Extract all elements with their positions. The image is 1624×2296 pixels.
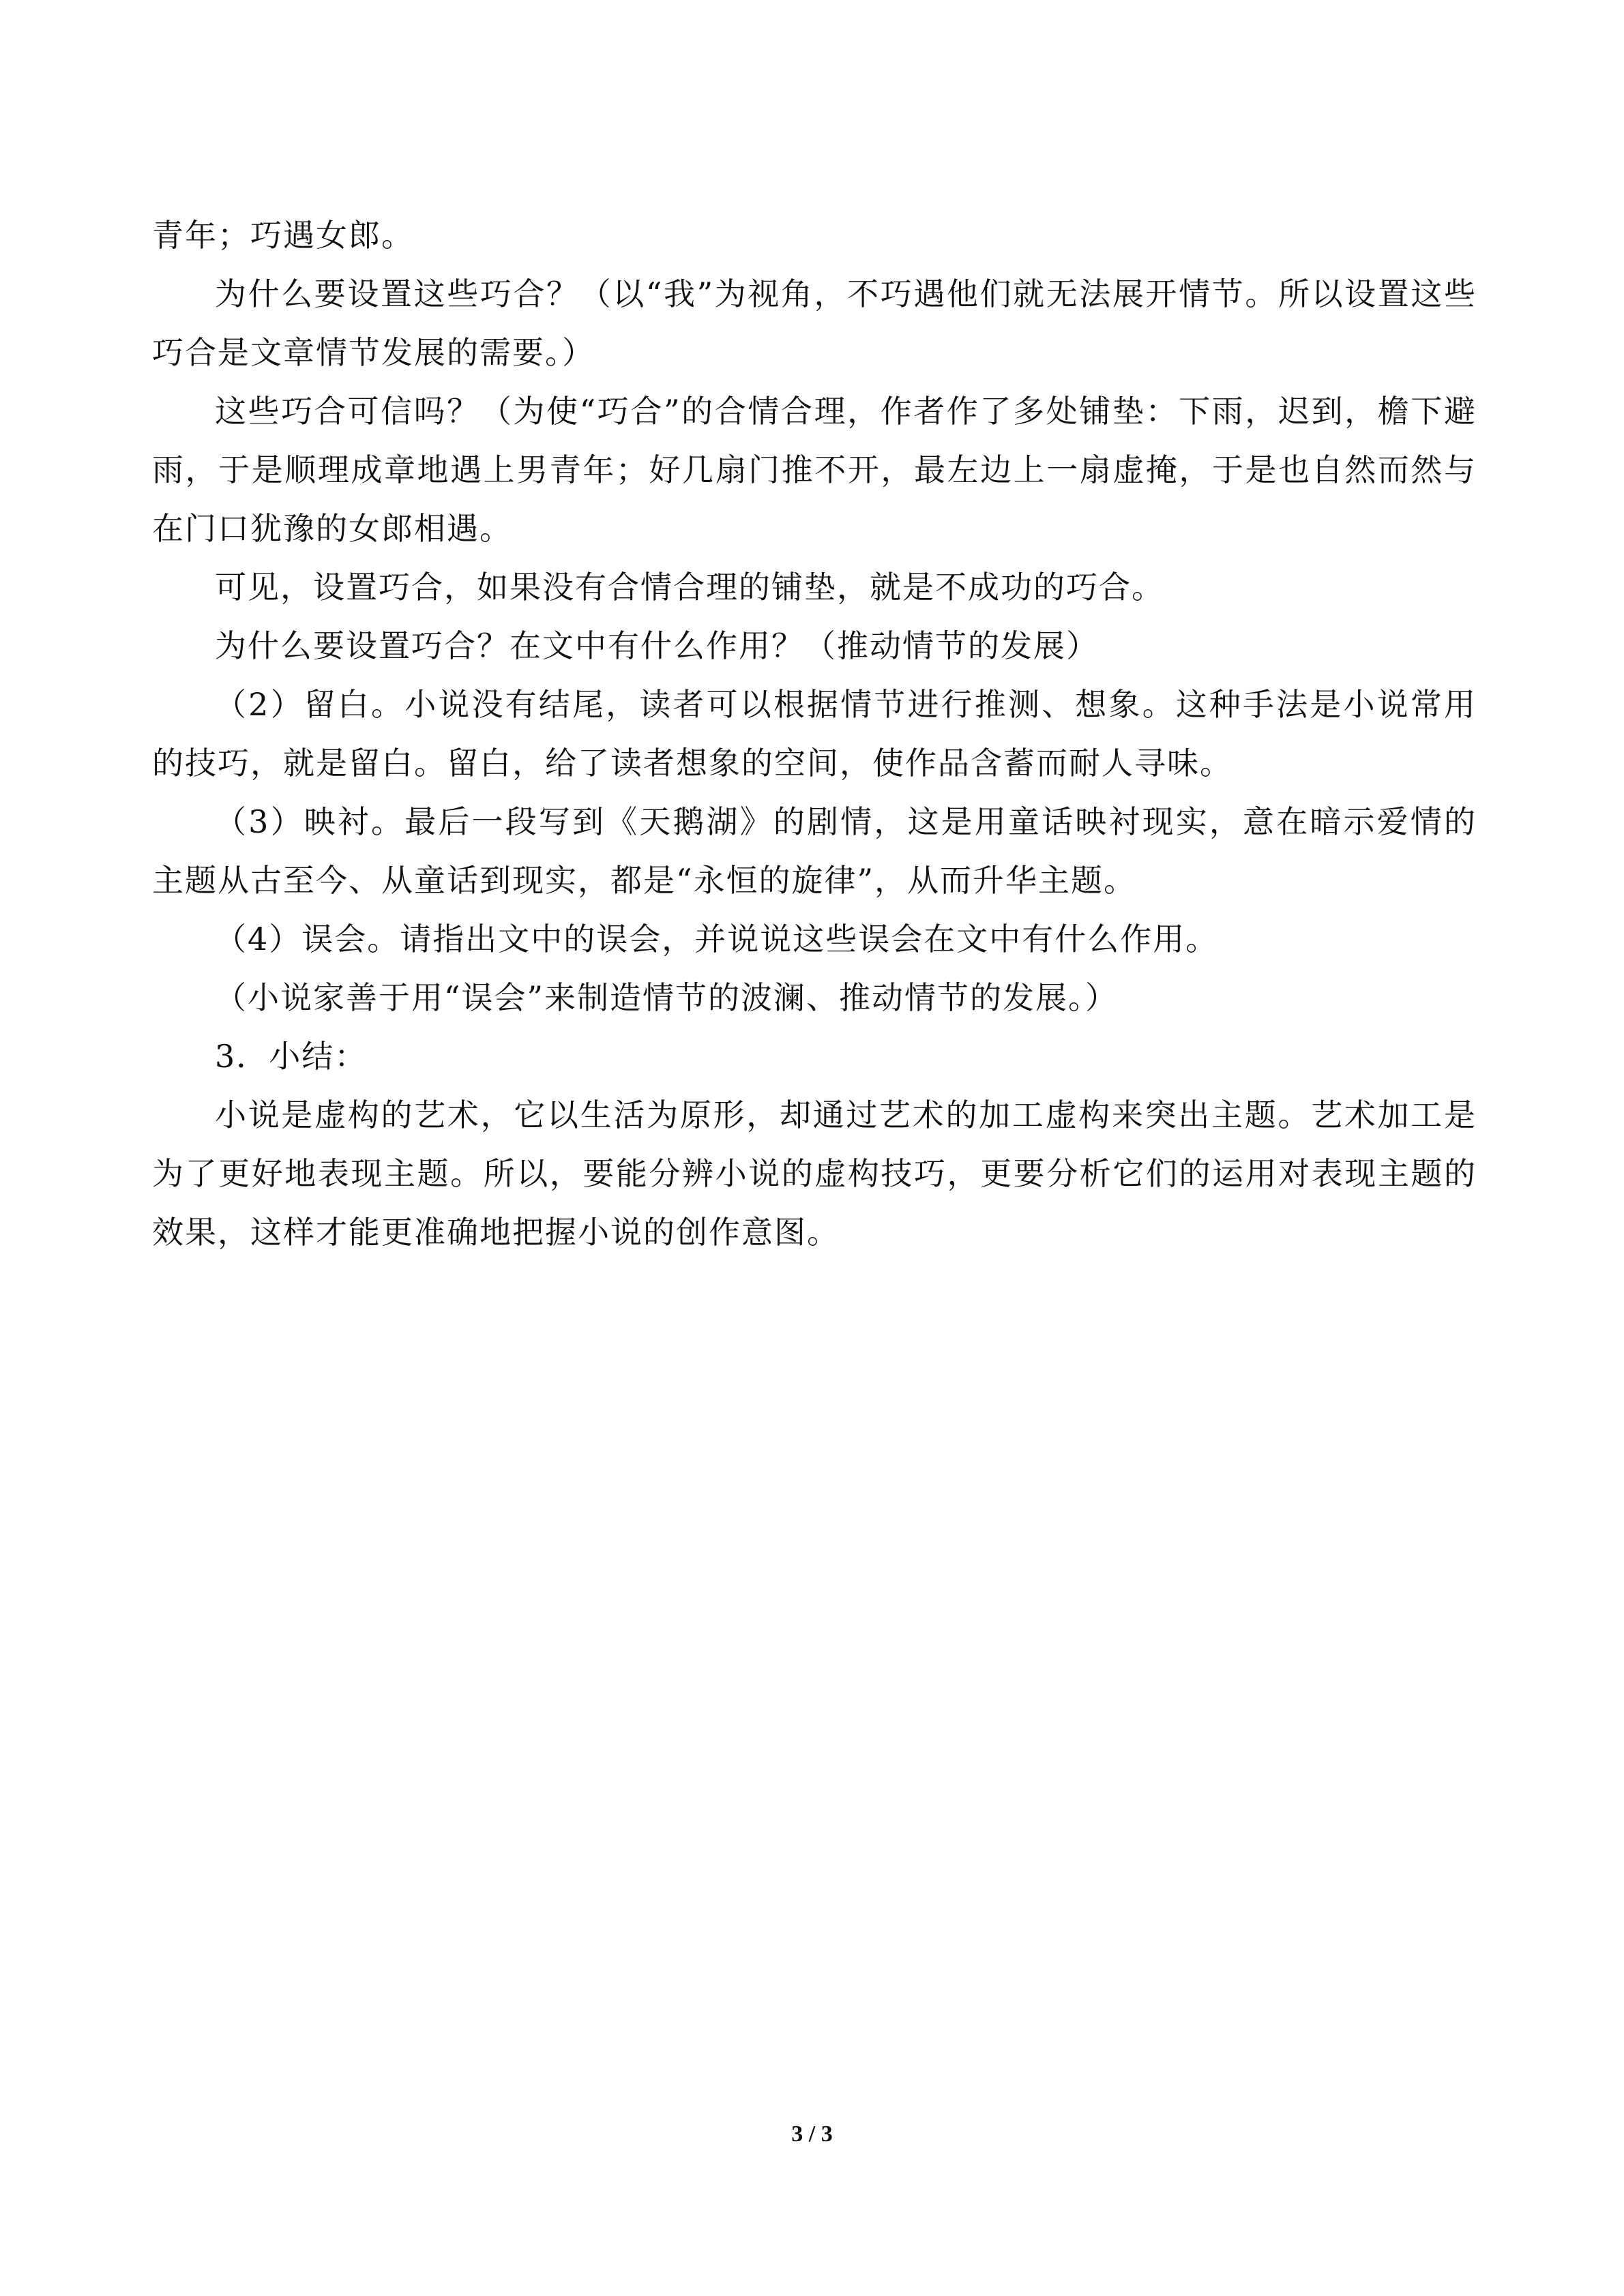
paragraph-conclusion-coincidence: 可见，设置巧合，如果没有合情合理的铺垫，就是不成功的巧合。 (215, 569, 1164, 606)
paragraph-blank-space: （2）留白。小说没有结尾，读者可以根据情节进行推测、想象。这种手法是小说常用的技巧，就是留白。留白，给了读者想象的空间，使作品含蓄而耐人寻味。 (152, 686, 1477, 781)
paragraph-misunderstanding-note: （小说家善于用“误会”来制造情节的波澜、推动情节的发展。） (215, 979, 1119, 1016)
body-text (152, 206, 1477, 1262)
paragraph-why-coincidence: 为什么要设置这些巧合？（以“我”为视角，不巧遇他们就无法展开情节。所以设置这些巧合是文章情节发展的需要。） (152, 275, 1477, 371)
paragraph-continuation: 青年；巧遇女郎。 (152, 217, 414, 254)
paragraph-misunderstanding: （4）误会。请指出文中的误会，并说说这些误会在文中有什么作用。 (215, 921, 1219, 957)
page-number: 3 / 3 (791, 2121, 833, 2147)
section-heading-summary: 3．小结： (215, 1038, 368, 1075)
paragraph-credibility: 这些巧合可信吗？（为使“巧合”的合情合理，作者作了多处铺垫：下雨，迟到，檐下避雨，于是顺理成章地遇上男青年；好几扇门推不开，最左边上一扇虚掩，于是也自然而然与在门口犹豫的女郎相遇。 (152, 393, 1477, 547)
paragraph-summary: 小说是虚构的艺术，它以生活为原形，却通过艺术的加工虚构来突出主题。艺术加工是为了更好地表现主题。所以，要能分辨小说的虚构技巧，更要分析它们的运用对表现主题的效果，这样才能更准确地把握小说的创作意图。 (152, 1097, 1477, 1251)
paragraph-contrast: （3）映衬。最后一段写到《天鹅湖》的剧情，这是用童话映衬现实，意在暗示爱情的主题从古至今、从童话到现实，都是“永恒的旋律”，从而升华主题。 (152, 803, 1477, 899)
paragraph-function-question: 为什么要设置巧合？在文中有什么作用？（推动情节的发展） (215, 627, 1099, 664)
